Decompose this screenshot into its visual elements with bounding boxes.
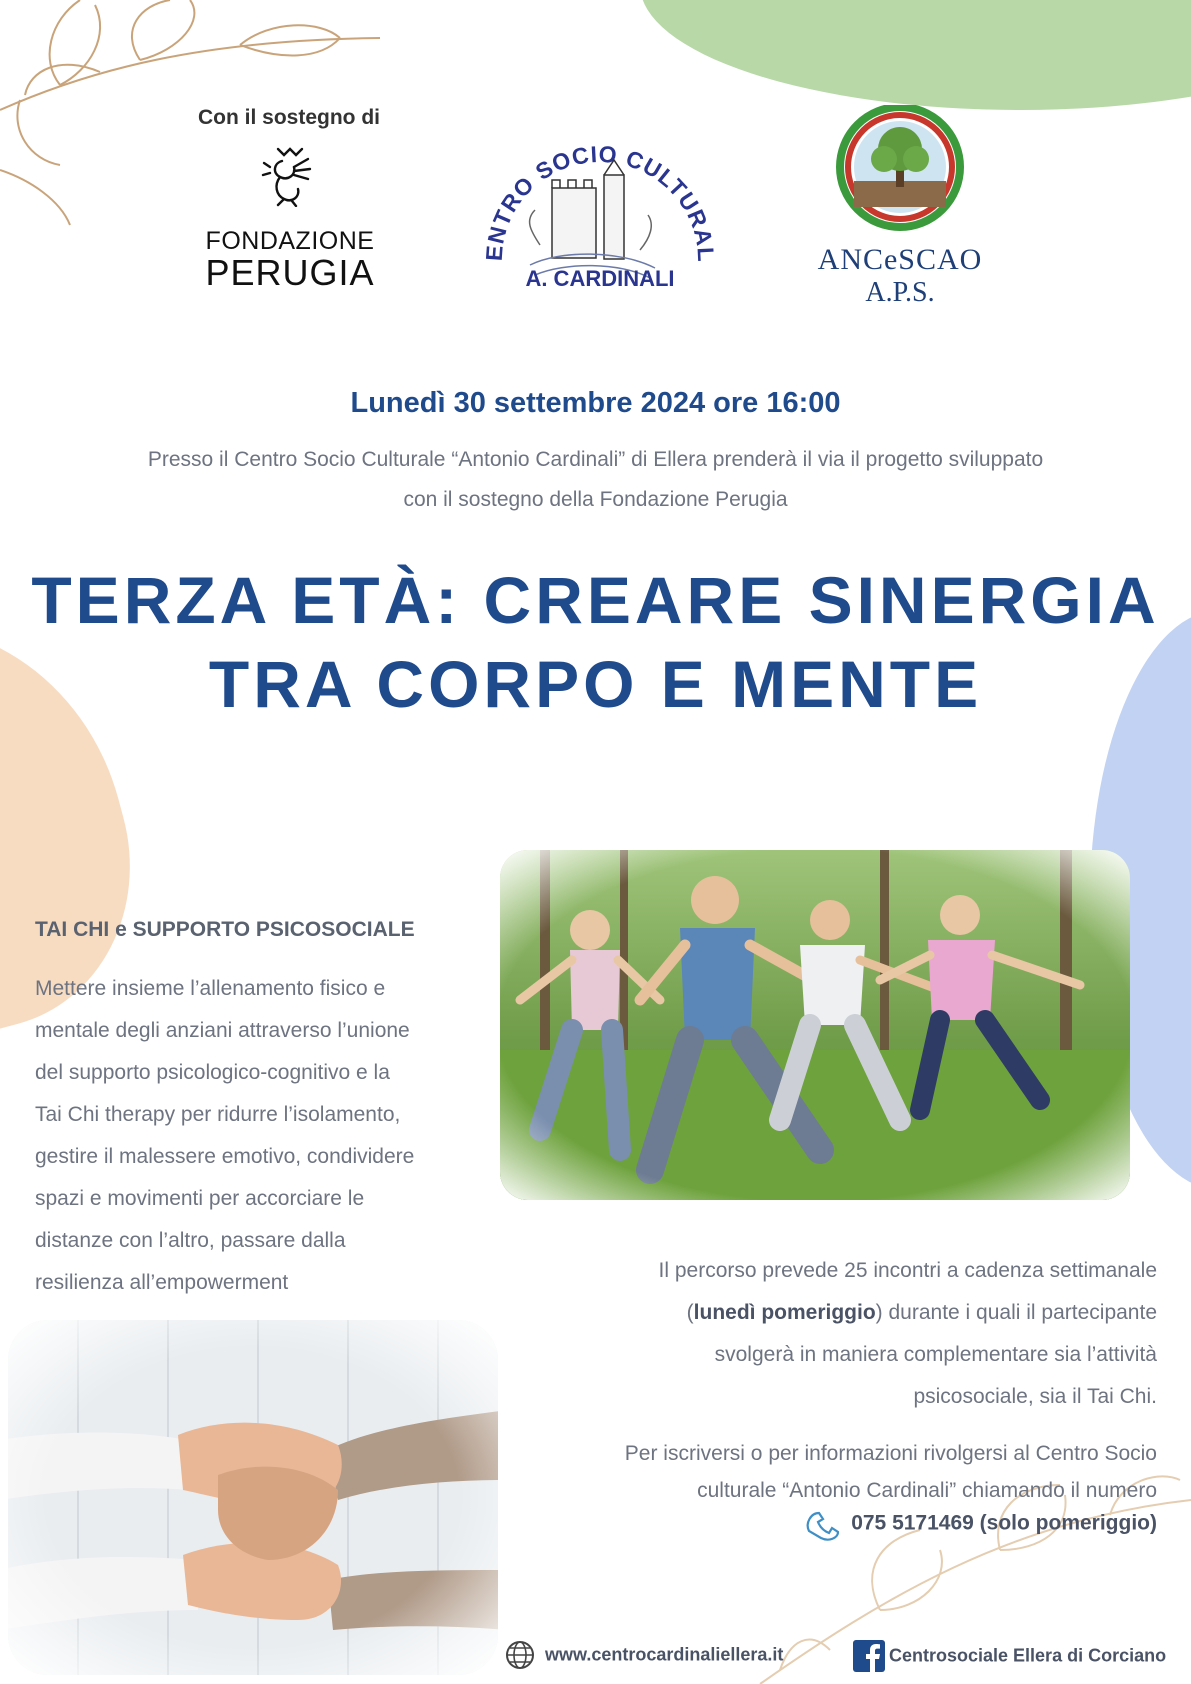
- fondazione-line2: PERUGIA: [205, 252, 375, 293]
- ancescao-name: ANCeSCAO: [817, 243, 983, 276]
- title-line-2: TRA CORPO E MENTE: [208, 647, 983, 721]
- body-line: Tai Chi therapy per ridurre l’isolamento,: [35, 1103, 401, 1126]
- facebook-page-name: Centrosociale Ellera di Corciano: [889, 1645, 1167, 1666]
- website-url: www.centrocardinaliellera.it: [545, 1644, 784, 1665]
- body-line: resilienza all’empowerment: [35, 1271, 289, 1294]
- main-title: [0, 558, 1191, 726]
- centro-socio-culturale-logo: [480, 130, 720, 320]
- event-date: Lunedì 30 settembre 2024 ore 16:00: [350, 387, 841, 419]
- fondazione-perugia-logo: [205, 145, 375, 305]
- body-line: spazi e movimenti per accorciare le: [35, 1187, 365, 1210]
- title-line-1: TERZA ETÀ: CREARE SINERGIA: [31, 563, 1160, 637]
- ancescao-logo: [800, 105, 1000, 308]
- program-description: [560, 1250, 1157, 1418]
- body-line: mentale degli anziani attraverso l’unione: [35, 1019, 410, 1042]
- body-line: gestire il malessere emotivo, condividere: [35, 1145, 415, 1168]
- facebook-icon: [853, 1640, 885, 1672]
- program-line-2: [560, 1292, 1157, 1334]
- body-line: distanze con l’altro, passare dalla: [35, 1229, 346, 1252]
- body-line: Mettere insieme l’allenamento fisico e: [35, 977, 386, 1000]
- fondazione-line1: FONDAZIONE: [205, 227, 375, 255]
- paren-open: (: [686, 1301, 694, 1324]
- griffin-icon: [260, 145, 320, 207]
- contact-line: Per iscriversi o per informazioni rivolgersi al Centro Socio: [624, 1442, 1157, 1465]
- csc-name: A. CARDINALI: [525, 266, 675, 291]
- program-line: svolgerà in maniera complementare sia l’attività: [714, 1343, 1157, 1366]
- green-blob-decoration: [640, 0, 1191, 110]
- globe-icon: [505, 1640, 535, 1670]
- intro-line: Presso il Centro Socio Culturale “Antonio Cardinali” di Ellera prenderà il via il progetto sviluppato: [147, 448, 1044, 471]
- phone-icon: [803, 1507, 843, 1541]
- program-line: Il percorso prevede 25 incontri a cadenza settimanale: [658, 1259, 1157, 1282]
- intro-line: con il sostegno della Fondazione Perugia: [403, 488, 788, 511]
- csc-arc-text: ENTRO SOCIO CULTURAL: [480, 140, 720, 263]
- contact-line: culturale “Antonio Cardinali” chiamando il numero: [697, 1479, 1157, 1502]
- facebook-link[interactable]: [853, 1640, 1166, 1672]
- ancescao-emblem: [830, 105, 970, 235]
- program-day-highlight: lunedì pomeriggio: [693, 1301, 876, 1324]
- event-intro: [90, 440, 1101, 520]
- phone-number[interactable]: 075 5171469 (solo pomeriggio): [851, 1511, 1157, 1535]
- body-line: del supporto psicologico-cognitivo e la: [35, 1061, 390, 1084]
- section-heading: TAI CHI e SUPPORTO PSICOSOCIALE: [35, 918, 415, 941]
- ancescao-sub: A.P.S.: [865, 277, 935, 308]
- program-line: psicosociale, sia il Tai Chi.: [913, 1385, 1157, 1408]
- section-body: [35, 968, 465, 1304]
- sponsor-label: Con il sostegno di: [198, 106, 380, 129]
- website-link[interactable]: [505, 1640, 783, 1672]
- hands-photo: [8, 1320, 498, 1675]
- tai-chi-photo: [500, 850, 1130, 1200]
- svg-text:CENTRO SOCIO CULTURALE: [480, 130, 719, 263]
- contact-info: [560, 1435, 1157, 1509]
- program-line-rest: ) durante i quali il partecipante: [875, 1301, 1157, 1324]
- phone-row: [560, 1507, 1157, 1541]
